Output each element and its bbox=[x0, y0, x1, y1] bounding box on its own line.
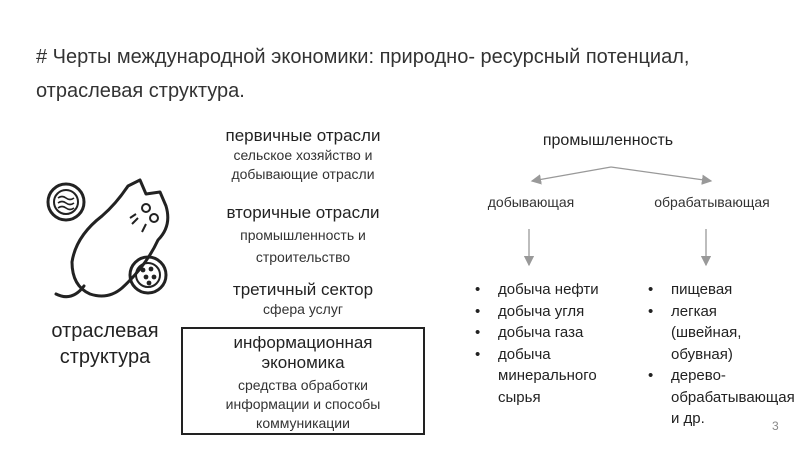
arrow-to-extractive bbox=[532, 167, 611, 181]
sector-head: первичные отрасли bbox=[225, 126, 381, 145]
sector-sub-line: сельское хозяйство и bbox=[233, 147, 373, 163]
sector-sub-line: промышленность и bbox=[240, 227, 366, 243]
list-item: • пищевая bbox=[647, 279, 765, 301]
extractive-label: добывающая bbox=[487, 194, 575, 210]
slide-title: # Черты международной экономики: природно- ресурсный потенциал, отраслевая структура. bbox=[36, 46, 690, 102]
sector-sub-line: добывающие отрасли bbox=[231, 166, 375, 182]
list-item: • добыча угля bbox=[474, 301, 604, 323]
sector-sub-line: сфера услуг bbox=[263, 301, 343, 317]
sector-sub-line: строительство bbox=[255, 249, 351, 265]
sector-head: третичный сектор bbox=[232, 280, 374, 299]
info-sub-line: средства обработки bbox=[237, 377, 369, 393]
sector-head: вторичные отрасли bbox=[226, 203, 380, 222]
arrow-to-processing bbox=[611, 167, 711, 181]
extractive-list bbox=[474, 279, 604, 408]
processing-list bbox=[647, 279, 795, 430]
info-sub-line: информации и способы bbox=[225, 396, 381, 412]
info-head-line: экономика bbox=[261, 353, 345, 372]
structure-label: отраслевая структура bbox=[51, 320, 159, 368]
list-item: • легкая (швейная, обувная) bbox=[647, 301, 765, 366]
list-item: • дерево-обрабатывающая и др. bbox=[647, 365, 765, 430]
info-head-line: информационная bbox=[233, 333, 373, 352]
processing-label: обрабатывающая bbox=[654, 194, 770, 210]
industry-title: промышленность bbox=[542, 132, 674, 149]
list-item: • добыча минерального сырья bbox=[474, 344, 604, 409]
list-item: • добыча газа bbox=[474, 322, 604, 344]
list-item: • добыча нефти bbox=[474, 279, 604, 301]
page-number: 3 bbox=[772, 419, 779, 433]
info-sub-line: коммуникации bbox=[256, 415, 350, 431]
